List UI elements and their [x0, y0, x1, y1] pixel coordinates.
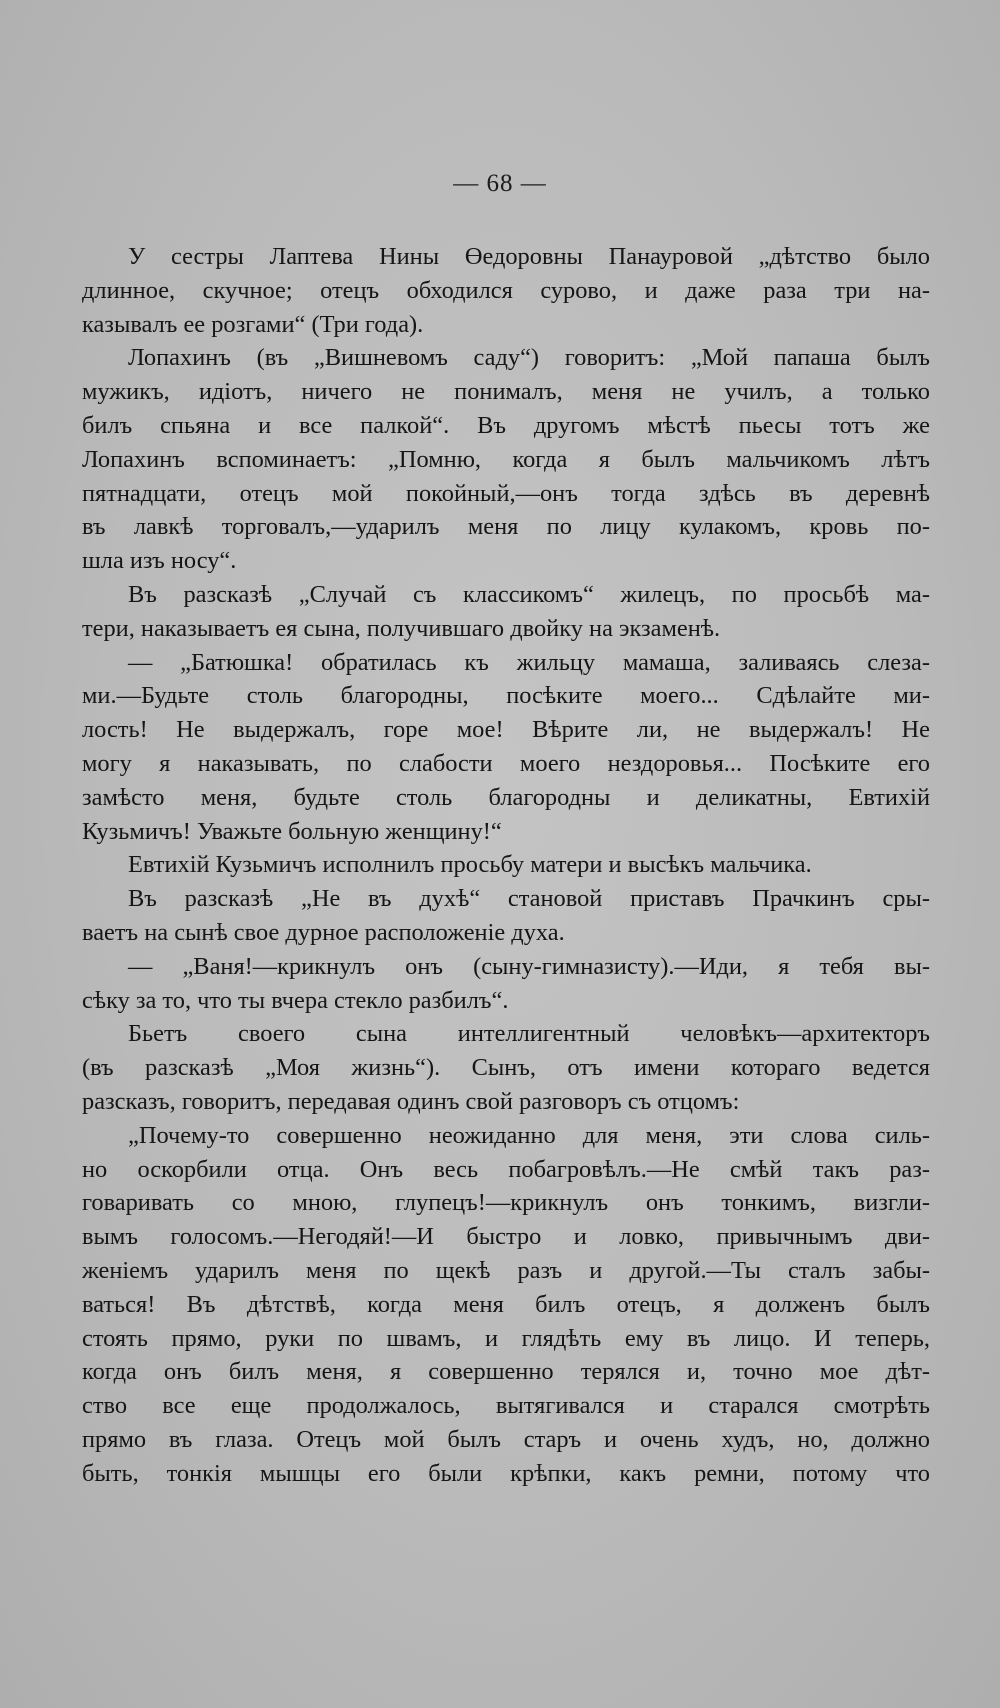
text-line: говаривать со мною, глупецъ!—крикнулъ онъ тонкимъ, визгли- — [82, 1189, 930, 1217]
text-line: Въ разсказѣ „Не въ духѣ“ становой приставъ Прачкинъ сры- — [128, 885, 930, 913]
text-line: Лопахинъ вспоминаетъ: „Помню, когда я былъ мальчикомъ лѣтъ — [82, 445, 930, 473]
text-line: лость! Не выдержалъ, горе мое! Вѣрите ли, не выдержалъ! Не — [82, 716, 930, 744]
text-line: ство все еще продолжалось, вытягивался и старался смотрѣть — [82, 1392, 930, 1420]
text-line: разсказъ, говоритъ, передавая одинъ свой разговоръ съ отцомъ: — [82, 1087, 740, 1115]
text-line: Въ разсказѣ „Случай съ классикомъ“ жилецъ, по просьбѣ ма- — [128, 580, 930, 608]
text-line: вымъ голосомъ.—Негодяй!—И быстро и ловко, привычнымъ дви- — [82, 1223, 930, 1251]
text-line: У сестры Лаптева Нины Өедоровны Панауровой „дѣтство было — [128, 243, 930, 270]
text-line: сѣку за то, что ты вчера стекло разбилъ“. — [82, 986, 509, 1014]
text-line: но оскорбили отца. Онъ весь побагровѣлъ.—Не смѣй такъ раз- — [82, 1155, 930, 1183]
text-line: женіемъ ударилъ меня по щекѣ разъ и другой.—Ты сталъ забы- — [82, 1256, 930, 1284]
text-line: Кузьмичъ! Уважьте больную женщину!“ — [82, 817, 502, 845]
text-line: казывалъ ее розгами“ (Три года). — [82, 310, 424, 338]
body-text — [82, 240, 930, 1490]
text-line: мужикъ, идіотъ, ничего не понималъ, меня не училъ, а только — [82, 378, 930, 406]
text-line: могу я наказывать, по слабости моего нездоровья... Посѣките его — [82, 749, 930, 777]
text-line: билъ спьяна и все палкой“. Въ другомъ мѣстѣ пьесы тотъ же — [82, 411, 930, 439]
text-line: замѣсто меня, будьте столь благородны и деликатны, Евтихій — [82, 783, 930, 811]
page-number: — 68 — — [453, 170, 547, 197]
text-line: — „Батюшка! обратилась къ жильцу мамаша, заливаясь слеза- — [128, 648, 930, 676]
text-line: ми.—Будьте столь благородны, посѣките моего... Сдѣлайте ми- — [82, 682, 930, 710]
text-line: „Почему-то совершенно неожиданно для меня, эти слова силь- — [128, 1121, 930, 1149]
text-line: шла изъ носу“. — [82, 547, 237, 575]
text-line: тери, наказываетъ ея сына, получившаго двойку на экзаменѣ. — [82, 614, 721, 642]
text-line: Лопахинъ (въ „Вишневомъ саду“) говоритъ: „Мой папаша былъ — [128, 344, 930, 372]
text-line: Евтихій Кузьмичъ исполнилъ просьбу матери и высѣкъ мальчика. — [128, 851, 812, 879]
text-line: быть, тонкія мышцы его были крѣпки, какъ ремни, потому что — [82, 1459, 930, 1487]
text-line: — „Ваня!—крикнулъ онъ (сыну-гимназисту).—Иди, я тебя вы- — [128, 952, 930, 980]
text-line: стоять прямо, руки по швамъ, и глядѣть ему въ лицо. И теперь, — [82, 1324, 930, 1352]
text-line: длинное, скучное; отецъ обходился сурово, и даже раза три на- — [82, 276, 930, 304]
text-line: въ лавкѣ торговалъ,—ударилъ меня по лицу кулакомъ, кровь по- — [82, 513, 930, 541]
text-line: когда онъ билъ меня, я совершенно терялся и, точно мое дѣт- — [82, 1358, 930, 1386]
text-line: пятнадцати, отецъ мой покойный,—онъ тогда здѣсь въ деревнѣ — [82, 479, 930, 507]
text-line: ваетъ на сынѣ свое дурное расположеніе духа. — [82, 918, 565, 946]
text-line: (въ разсказѣ „Моя жизнь“). Сынъ, отъ имени котораго ведется — [82, 1054, 930, 1082]
text-line: ваться! Въ дѣтствѣ, когда меня билъ отецъ, я долженъ былъ — [82, 1290, 930, 1318]
text-line: Бьетъ своего сына интеллигентный человѣкъ—архитекторъ — [128, 1020, 930, 1048]
text-line: прямо въ глаза. Отецъ мой былъ старъ и очень худъ, но, должно — [82, 1425, 930, 1453]
